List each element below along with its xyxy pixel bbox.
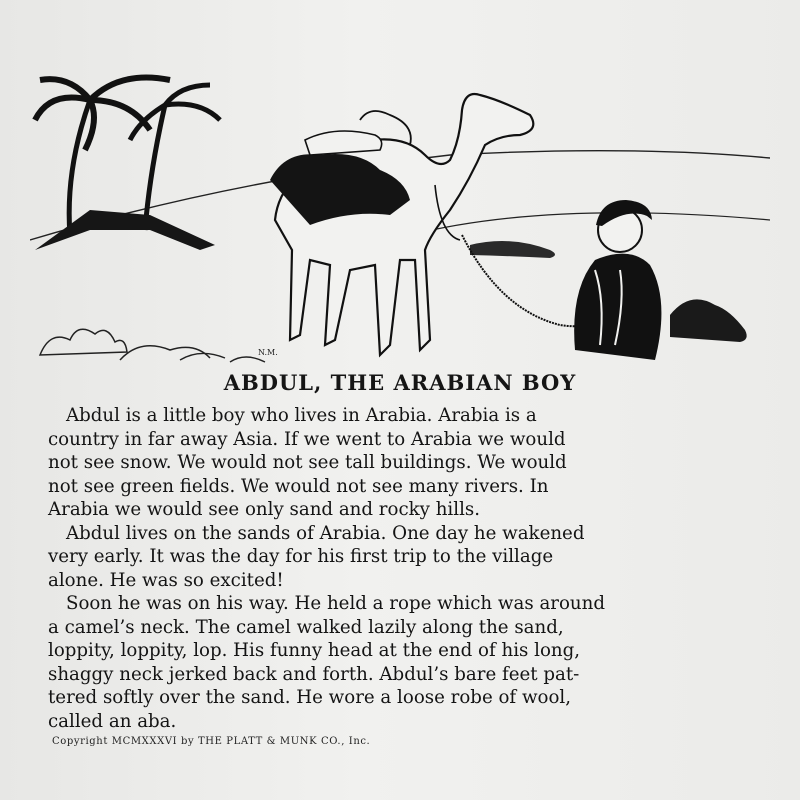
shrub-left — [40, 329, 127, 355]
text-line: Abdul is a little boy who lives in Arabia. Arabia is a — [66, 405, 537, 426]
text-line: Soon he was on his way. He held a rope which was around — [66, 593, 605, 614]
shrub-right — [670, 299, 747, 342]
camel-and-boy-illustration — [30, 60, 770, 370]
text-line: country in far away Asia. If we went to Arabia we would — [48, 428, 566, 450]
boy-figure — [574, 200, 661, 360]
text-line: Arabia we would see only sand and rocky hills. — [48, 499, 480, 520]
camel — [275, 94, 533, 355]
text-line: loppity, loppity, lop. His funny head at the end of his long, — [48, 640, 581, 661]
text-line: called an aba. — [48, 710, 177, 732]
paragraph-2 — [48, 522, 778, 593]
paragraph-3 — [48, 592, 778, 733]
text-line: alone. He was so excited! — [48, 569, 284, 591]
artist-initials: N.M. — [258, 348, 278, 357]
text-line: very early. It was the day for his first trip to the village — [48, 546, 554, 567]
text-line: Abdul lives on the sands of Arabia. One day he wakened — [66, 522, 585, 544]
text-line: a camel’s neck. The camel walked lazily along the sand, — [48, 616, 564, 638]
story-title: ABDUL, THE ARABIAN BOY — [223, 370, 577, 395]
paragraph-1 — [48, 404, 778, 522]
palm-trees — [35, 78, 220, 236]
text-line: not see snow. We would not see tall buildings. We would — [48, 452, 567, 473]
story-text — [48, 404, 778, 733]
text-line: shaggy neck jerked back and forth. Abdul’s bare feet pat- — [48, 663, 580, 685]
text-line: not see green fields. We would not see many rivers. In — [48, 475, 549, 497]
copyright-notice: Copyright MCMXXXVI by THE PLATT & MUNK CO., Inc. — [52, 736, 371, 747]
text-line: tered softly over the sand. He wore a loose robe of wool, — [48, 687, 572, 708]
